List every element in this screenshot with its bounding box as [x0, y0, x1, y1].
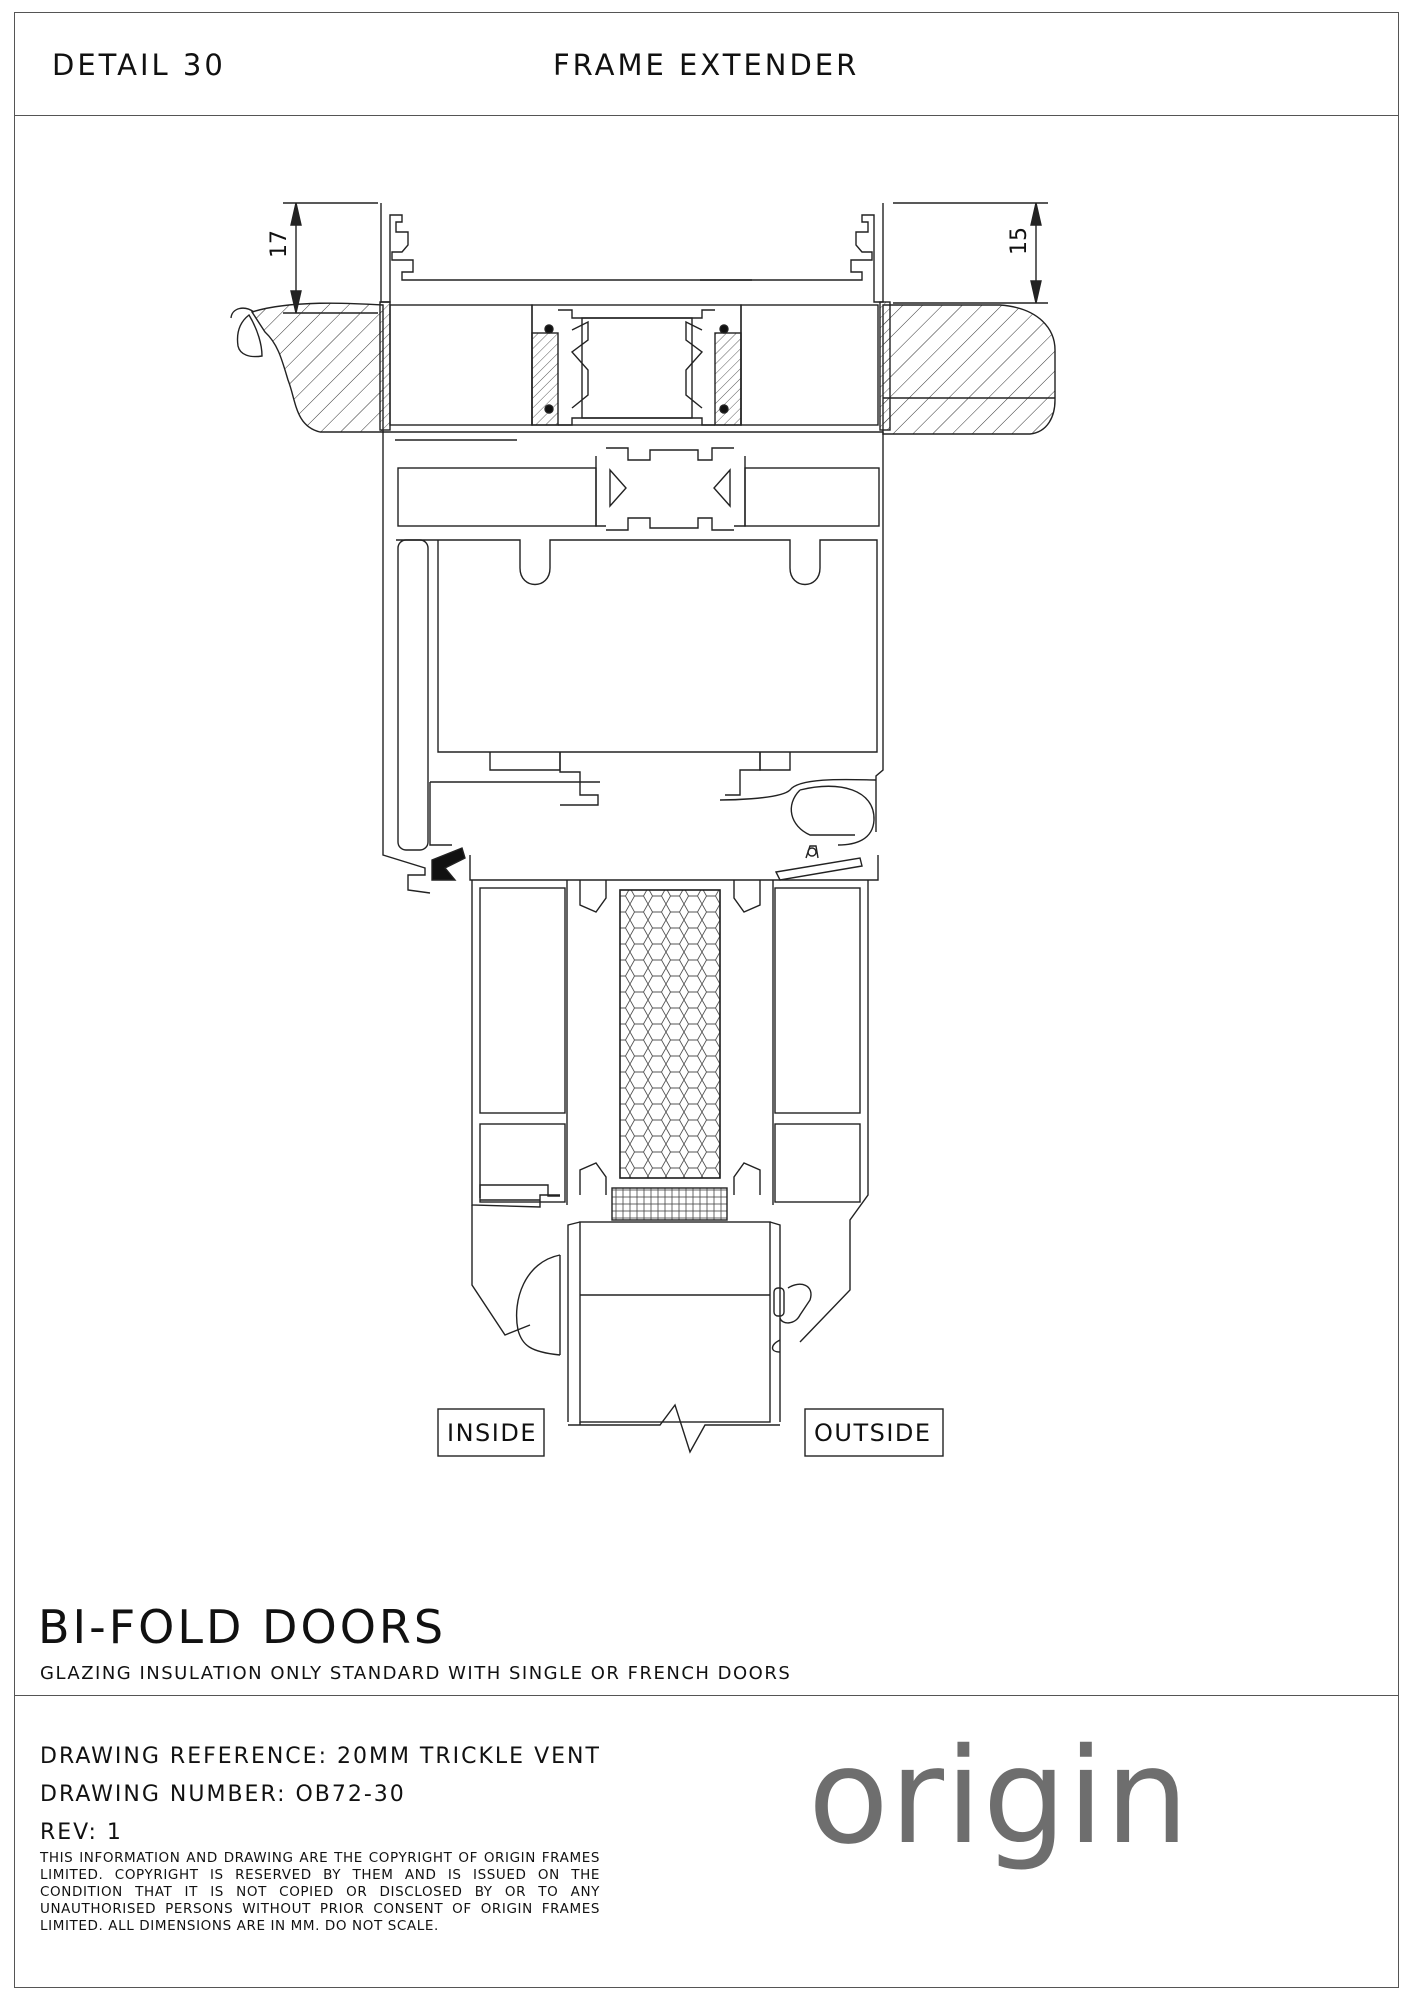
outside-label: OUTSIDE	[814, 1419, 932, 1447]
origin-logo: origin	[808, 1720, 1190, 1874]
title-block-rule	[15, 1695, 1398, 1696]
detail-title: FRAME EXTENDER	[553, 48, 860, 82]
dimension-left-label: 17	[267, 230, 292, 258]
drawing-number: DRAWING NUMBER: OB72-30	[40, 1782, 406, 1807]
copyright-notice: THIS INFORMATION AND DRAWING ARE THE COPYRIGHT OF ORIGIN FRAMES LIMITED. COPYRIGHT IS RESERVED BY THEM AND IS ISSUED ON THE CONDITION THAT IT IS NOT COPIED OR DISCLOSED BY OR TO ANY UNAUTHORISED PERSONS WITHOUT PRIOR CONSENT OF ORIGIN FRAMES LIMITED. ALL DIMENSIONS ARE IN MM. DO NOT SCALE.	[40, 1850, 600, 1934]
dimension-right-label: 15	[1007, 227, 1032, 255]
dimension-left	[283, 203, 378, 313]
frame-extender	[231, 203, 1055, 434]
revision: REV: 1	[40, 1820, 123, 1845]
inside-label: INSIDE	[447, 1419, 537, 1447]
product-title: BI-FOLD DOORS	[38, 1600, 447, 1654]
detail-number: DETAIL 30	[52, 48, 226, 82]
product-subtitle: GLAZING INSULATION ONLY STANDARD WITH SINGLE OR FRENCH DOORS	[40, 1663, 792, 1684]
drawing-reference: DRAWING REFERENCE: 20MM TRICKLE VENT	[40, 1744, 601, 1769]
door-sash	[470, 855, 878, 1452]
outer-frame	[383, 432, 883, 893]
